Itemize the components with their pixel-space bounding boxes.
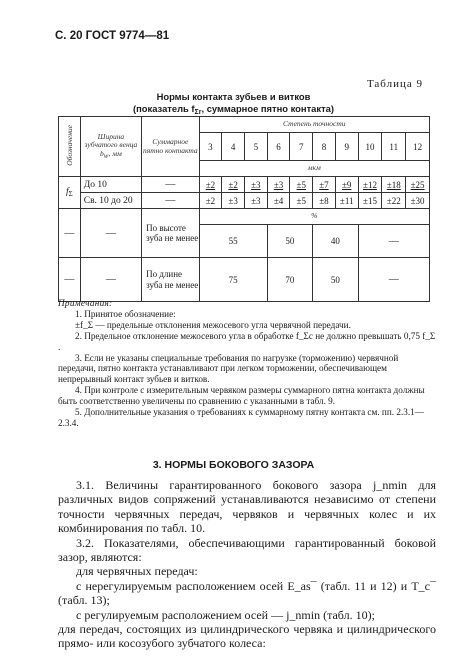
unit-mkm: мкм [199, 161, 429, 177]
degree-10: 10 [358, 133, 382, 161]
para-cylindrical: для передач, состоящих из цилиндрического червяка и цилиндрического прямо- или косозубого зубчатого колеса: [58, 622, 436, 651]
table-label: Таблица 9 [366, 78, 423, 90]
degree-12: 12 [406, 133, 430, 161]
degree-3: 3 [199, 133, 222, 161]
table-notes [58, 298, 438, 429]
row4-val-a: 75 [199, 258, 267, 302]
unit-percent: % [199, 209, 429, 225]
row1-val-7: ±5 [290, 177, 313, 193]
degree-7: 7 [290, 133, 313, 161]
row1-val-8: ±7 [313, 177, 336, 193]
row1-val-5: ±3 [244, 177, 267, 193]
degree-8: 8 [313, 133, 336, 161]
row4-val-b: 70 [267, 258, 312, 302]
row4-val-d: — [358, 258, 429, 302]
row2-val-8: ±8 [313, 193, 336, 209]
table-title-block [0, 91, 467, 119]
table-subtitle: (показатель $f_{\Sigma r}$, суммарное пятно контакта) [133, 103, 334, 116]
table-title: Нормы контакта зубьев и витков [156, 91, 311, 102]
row3-symbol: — [59, 209, 81, 258]
row1-width: До 10 [80, 177, 141, 193]
header-designation: Обозначение [59, 117, 81, 177]
row3-val-a: 55 [199, 225, 267, 258]
row4-val-c: 50 [313, 258, 359, 302]
note-1: 1. Принятое обозначение: [75, 308, 176, 319]
para-3-2: 3.2. Показателями, обеспечивающими гарантированный боковой зазор, являются: [58, 535, 436, 565]
para-adjustable: с регулируемым расположением осей — j_nmin (табл. 10); [76, 607, 375, 622]
row2-val-5: ±3 [244, 193, 267, 209]
row4-contact: По длине зуба не менее [142, 258, 200, 302]
header-precision: Степень точности [199, 117, 429, 133]
degree-5: 5 [244, 133, 267, 161]
row4-symbol: — [59, 258, 81, 302]
row3-contact: По высоте зуба не менее [142, 209, 200, 258]
row2-val-6: ±4 [267, 193, 290, 209]
row2-val-11: ±22 [382, 193, 406, 209]
notes-caption: Примечания: [58, 298, 113, 308]
row1-val-6: ±3 [267, 177, 290, 193]
row2-val-3: ±2 [199, 193, 222, 209]
degree-11: 11 [382, 133, 406, 161]
degree-6: 6 [267, 133, 290, 161]
row1-val-10: ±12 [358, 177, 382, 193]
note-4: 4. При контроле с измерительным червяком размеры суммарного пятна контакта должны быть соответственно увеличены по сравнению с указанными в табл. 9. [58, 385, 425, 407]
row2-val-9: ±11 [335, 193, 358, 209]
note-2: 2. Предельное отклонение межосевого угла в обработке f_Σс не должно превышать 0,75 f_Σ . [58, 330, 436, 352]
row2-val-7: ±5 [290, 193, 313, 209]
row4-width: — [80, 258, 141, 302]
row1-val-11: ±18 [382, 177, 406, 193]
row3-val-c: 40 [313, 225, 359, 258]
row2-val-10: ±15 [358, 193, 382, 209]
row2-width: Св. 10 до 20 [80, 193, 141, 209]
row1-contact: — [142, 177, 200, 193]
contact-norms-table [58, 116, 430, 302]
row2-val-12: ±30 [406, 193, 430, 209]
degree-4: 4 [222, 133, 245, 161]
row3-val-b: 50 [267, 225, 312, 258]
section-body [58, 478, 436, 651]
note-5: 5. Дополнительные указания о требованиях к суммарному пятну контакта см. пп. 2.3.1—2.3.4. [58, 407, 424, 428]
para-worm-gears: для червячных передач: [76, 564, 198, 579]
row-symbol-fsigma: $f_\Sigma$ [59, 177, 81, 209]
header-width: Ширина зубчатого венца bw, мм [80, 117, 141, 177]
note-3: 3. Если не указаны специальные требования по нагрузке (торможению) червячной передачи, пятно контакта устанавливают при легком торможении, обеспечивающем непрерывный контакт зубьев и витков. [58, 352, 399, 385]
row2-contact: — [142, 193, 200, 209]
section-title: 3. НОРМЫ БОКОВОГО ЗАЗОРА [152, 459, 315, 471]
para-nonadjustable: с нерегулируемым расположением осей E_as¯ (табл. 11 и 12) и T_c¯ (табл. 13); [58, 578, 436, 608]
row1-val-9: ±9 [335, 177, 358, 193]
page-header: С. 20 ГОСТ 9774—81 [55, 30, 170, 42]
row3-width: — [80, 209, 141, 258]
row1-val-12: ±25 [406, 177, 430, 193]
degree-9: 9 [335, 133, 358, 161]
row1-val-3: ±2 [199, 177, 222, 193]
para-3-1: 3.1. Величины гарантированного бокового зазора j_nmin для различных видов сопряжений устанавливаются независимо от степени точности червячных передач, червяков и червячных колес и их комбинирования по табл. 10. [58, 478, 436, 536]
header-contact: Суммарное пятно контакта [142, 117, 200, 177]
row2-val-4: ±3 [222, 193, 245, 209]
note-1a: ±f_Σ — предельные отклонения межосевого угла червячной передачи. [75, 319, 351, 330]
row1-val-4: ±2 [222, 177, 245, 193]
row3-val-d: — [358, 225, 429, 258]
